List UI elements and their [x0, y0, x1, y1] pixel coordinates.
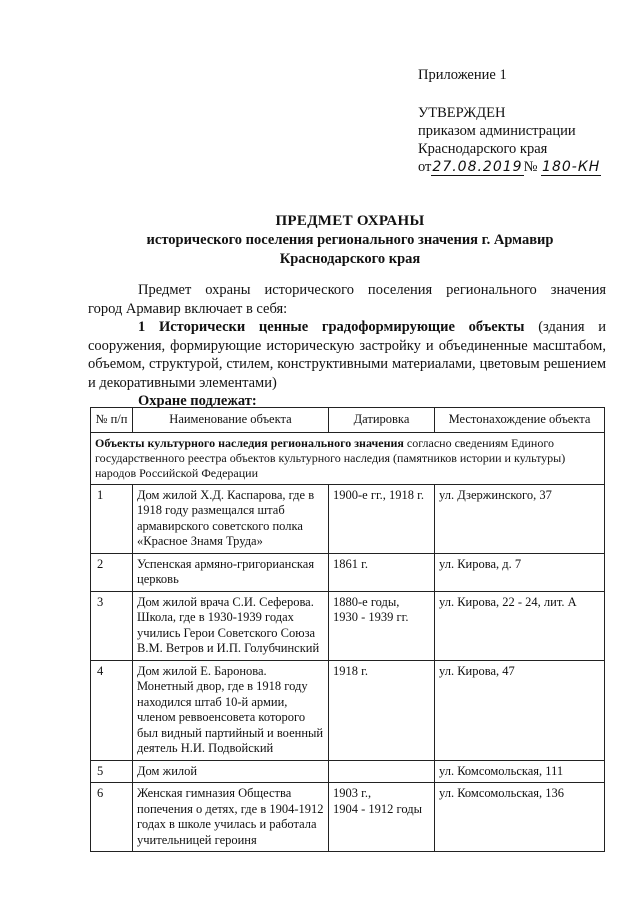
- cell-name: Женская гимназия Общества попечения о детях, где в 1904-1912 годах в школе училась и работала учительницей героиня: [133, 783, 329, 852]
- cell-date: 1861 г.: [329, 553, 435, 591]
- approval-date-line: [418, 158, 601, 176]
- approval-line-1: приказом администрации: [418, 123, 576, 139]
- document-title: [60, 212, 639, 269]
- title-line-2: исторического поселения регионального значения г. Армавир: [146, 232, 554, 248]
- title-line-3: Краснодарского края: [279, 251, 421, 267]
- cell-date: [329, 760, 435, 783]
- cell-num: 4: [91, 660, 133, 760]
- header-location: Местонахождение объекта: [435, 408, 605, 433]
- cell-location: ул. Комсомольская, 136: [435, 783, 605, 852]
- table-header-row: [91, 408, 605, 433]
- handwritten-date: 27.08.2019: [432, 159, 523, 175]
- cell-date: 1880-е годы, 1930 - 1939 гг.: [329, 591, 435, 660]
- annex-label: Приложение 1: [418, 67, 507, 83]
- table-body: [91, 432, 605, 852]
- header-name: Наименование объекта: [133, 408, 329, 433]
- cell-date: 1900-е гг., 1918 г.: [329, 484, 435, 553]
- cell-location: ул. Дзержинского, 37: [435, 484, 605, 553]
- item-1-bold: 1 Исторически ценные градоформирующие объекты: [138, 319, 525, 335]
- date-prefix: от: [418, 159, 432, 175]
- title-main: ПРЕДМЕТ ОХРАНЫ: [275, 213, 425, 229]
- handwritten-number: 180-КН: [542, 159, 601, 175]
- approval-block: [418, 66, 601, 176]
- table-row: [91, 553, 605, 591]
- cell-name: Успенская армяно-григорианская церковь: [133, 553, 329, 591]
- cell-location: ул. Кирова, д. 7: [435, 553, 605, 591]
- table-row: [91, 783, 605, 852]
- cell-num: 1: [91, 484, 133, 553]
- cell-date: 1903 г., 1904 - 1912 годы: [329, 783, 435, 852]
- table-row: [91, 484, 605, 553]
- cell-date: 1918 г.: [329, 660, 435, 760]
- cell-name: Дом жилой: [133, 760, 329, 783]
- table-row: [91, 591, 605, 660]
- body-text: [88, 281, 606, 411]
- section-cell: [91, 432, 605, 484]
- cell-name: Дом жилой врача С.И. Сеферова. Школа, где в 1930-1939 годах учились Герои Советского Союза В.М. Ветров и И.П. Голубчинский: [133, 591, 329, 660]
- cell-name: Дом жилой Е. Баронова. Монетный двор, где в 1918 году находился штаб 10-й армии, членом реввоенсовета которого был видный партийный и военный деятель Н.И. Подвойский: [133, 660, 329, 760]
- intro-line-2: город Армавир включает в себя:: [88, 300, 288, 317]
- cell-location: ул. Комсомольская, 111: [435, 760, 605, 783]
- section-bold: Объекты культурного наследия регионального значения: [95, 435, 404, 450]
- cell-num: 5: [91, 760, 133, 783]
- objects-table: [90, 407, 605, 852]
- cell-name: Дом жилой Х.Д. Каспарова, где в 1918 году размещался штаб армавирского советского полка «Красное Знамя Труда»: [133, 484, 329, 553]
- item-1-rest: (здания и сооружения, формирующие историческую застройку и объединенные масштабом, объемом, структурой, стилем, конструктивными материалами, цветовым решением и декоративными элементами): [88, 319, 606, 391]
- approval-line-2: Краснодарского края: [418, 141, 548, 157]
- cell-location: ул. Кирова, 22 - 24, лит. А: [435, 591, 605, 660]
- approved-label: УТВЕРЖДЕН: [418, 105, 506, 121]
- cell-num: 3: [91, 591, 133, 660]
- cell-num: 2: [91, 553, 133, 591]
- cell-num: 6: [91, 783, 133, 852]
- table-row: [91, 760, 605, 783]
- table-row: [91, 660, 605, 760]
- header-num: № п/п: [91, 408, 133, 433]
- header-date: Датировка: [329, 408, 435, 433]
- intro-line-1: Предмет охраны исторического поселения регионального значения: [138, 282, 606, 298]
- section-row: [91, 432, 605, 484]
- subhead: Охране подлежат:: [138, 393, 257, 409]
- number-prefix: №: [523, 159, 538, 175]
- cell-location: ул. Кирова, 47: [435, 660, 605, 760]
- section-rest: согласно сведениям Единого государственного реестра объектов культурного наследия (памятников истории и культуры) народов Российской Федерации: [95, 435, 566, 480]
- item-1-paragraph: [88, 318, 606, 392]
